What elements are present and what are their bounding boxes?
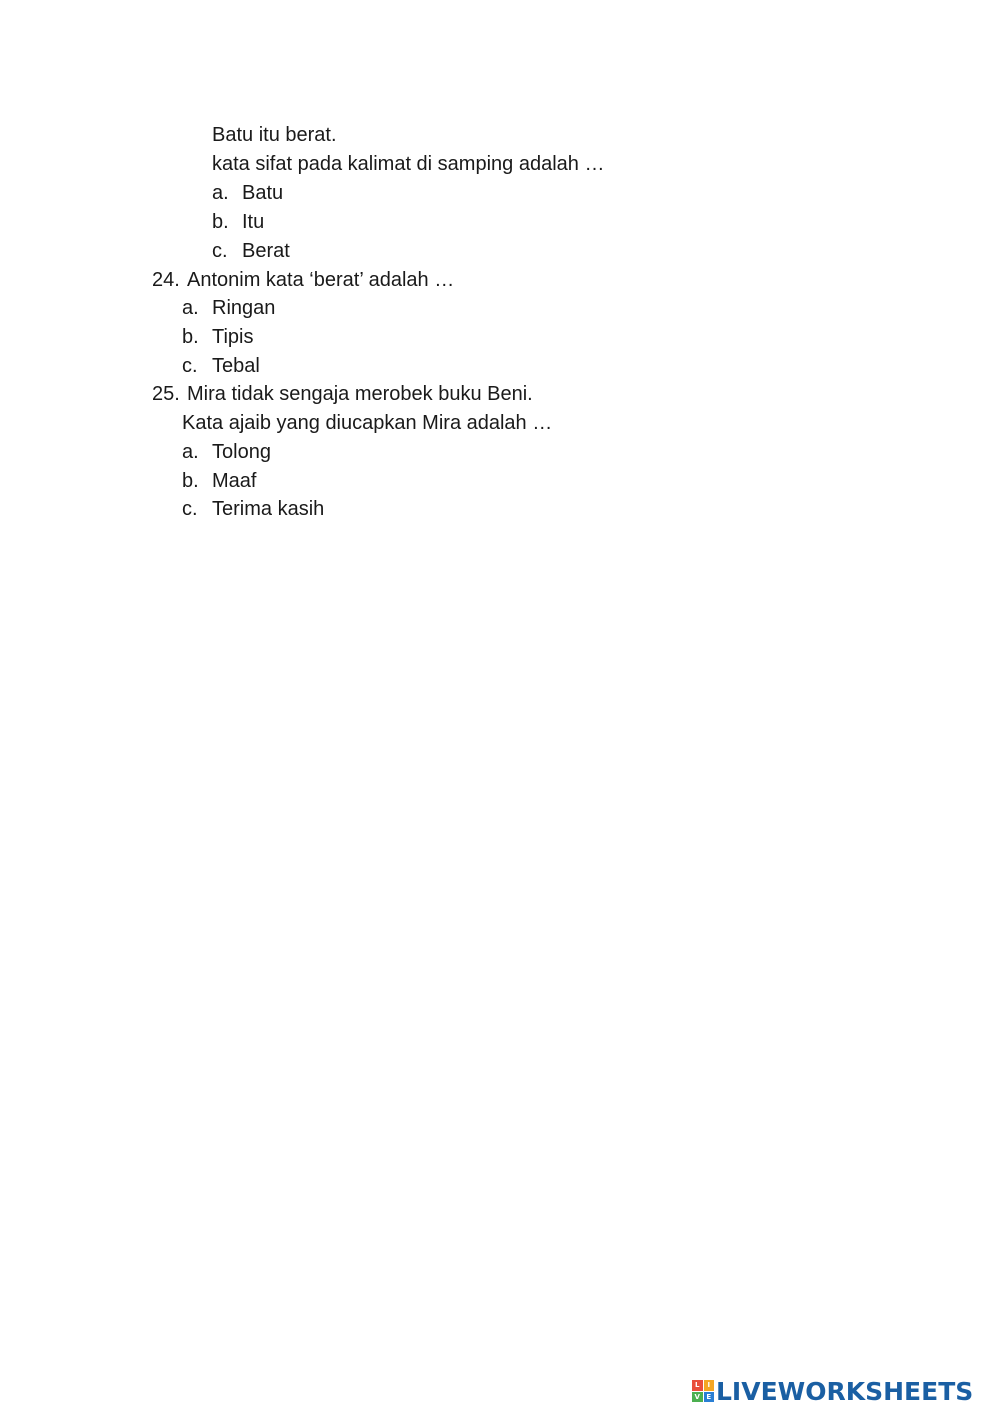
- logo-mark-cell: E: [704, 1392, 715, 1403]
- option-text: Batu: [242, 182, 284, 204]
- liveworksheets-logo: [692, 1376, 973, 1406]
- q23-option-b[interactable]: [212, 210, 264, 234]
- option-letter: b.: [212, 211, 229, 233]
- q25-option-c[interactable]: [182, 497, 324, 521]
- question-number: 24.: [152, 269, 180, 291]
- option-text: Ringan: [212, 297, 276, 319]
- q23-prompt: kata sifat pada kalimat di samping adalah …: [212, 153, 605, 175]
- option-text: Tipis: [212, 326, 254, 348]
- question-prompt: Antonim kata ‘berat’ adalah …: [187, 269, 455, 291]
- q24-option-c[interactable]: [182, 354, 260, 378]
- question-number: 25.: [152, 383, 180, 405]
- q24-option-a[interactable]: [182, 296, 275, 320]
- option-text: Terima kasih: [212, 498, 325, 520]
- option-letter: b.: [182, 326, 199, 348]
- q23-sentence: Batu itu berat.: [212, 124, 337, 146]
- option-text: Tebal: [212, 355, 260, 377]
- option-text: Berat: [242, 240, 290, 262]
- q24-option-b[interactable]: [182, 325, 253, 349]
- question-prompt: Mira tidak sengaja merobek buku Beni.: [187, 383, 533, 405]
- option-letter: c.: [212, 240, 228, 262]
- liveworksheets-logo-icon: [692, 1380, 714, 1402]
- q23-option-c[interactable]: [212, 239, 290, 263]
- option-letter: c.: [182, 355, 198, 377]
- q25-prompt-second: Kata ajaib yang diucapkan Mira adalah …: [182, 412, 553, 434]
- q25-option-a[interactable]: [182, 440, 271, 464]
- logo-mark-cell: L: [692, 1380, 703, 1391]
- option-text: Itu: [242, 211, 265, 233]
- liveworksheets-logo-text: LIVEWORKSHEETS: [716, 1376, 974, 1406]
- option-text: Maaf: [212, 470, 257, 492]
- option-letter: b.: [182, 470, 199, 492]
- logo-mark-cell: I: [704, 1380, 715, 1391]
- q24-prompt-line: [152, 268, 454, 292]
- logo-mark-cell: V: [692, 1392, 703, 1403]
- option-text: Tolong: [212, 441, 271, 463]
- option-letter: a.: [182, 297, 199, 319]
- q23-option-a[interactable]: [212, 181, 283, 205]
- option-letter: a.: [212, 182, 229, 204]
- q25-option-b[interactable]: [182, 469, 256, 493]
- option-letter: c.: [182, 498, 198, 520]
- q25-prompt-line: [152, 382, 533, 406]
- option-letter: a.: [182, 441, 199, 463]
